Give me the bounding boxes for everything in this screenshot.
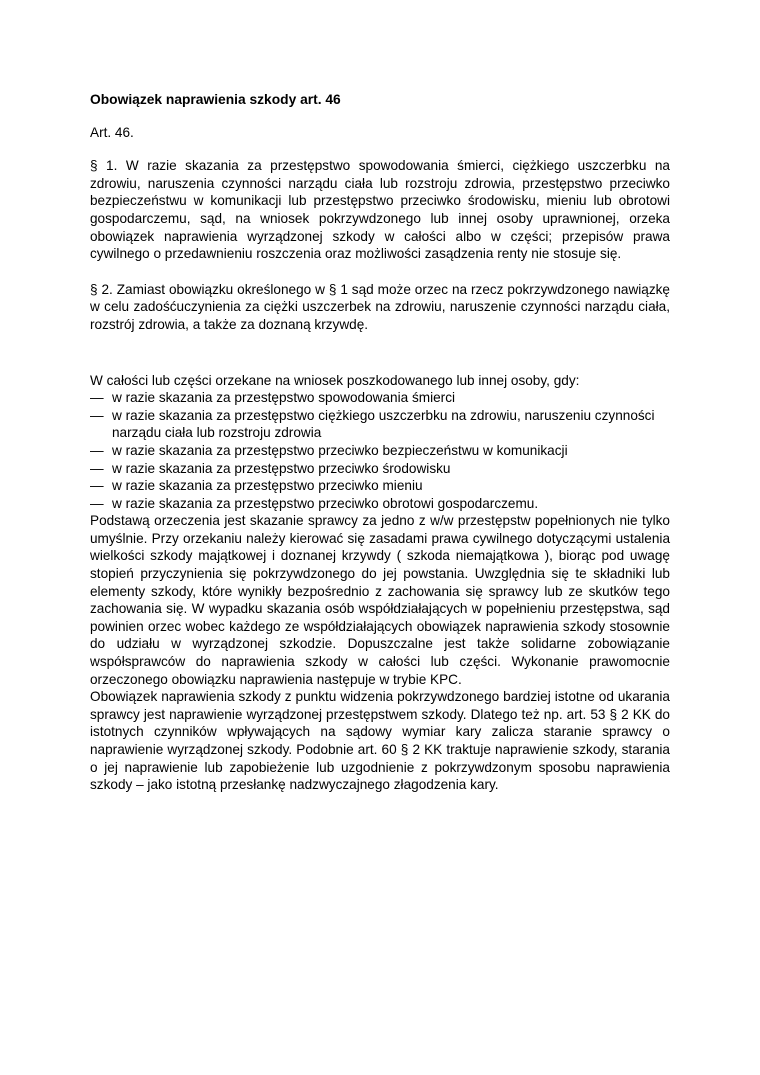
list-item <box>90 477 670 495</box>
list-item <box>90 460 670 478</box>
dash-marker: — <box>90 478 104 494</box>
body-paragraph-1: Podstawą orzeczenia jest skazanie sprawcy za jedno z w/w przestępstw popełnionych nie tylko umyślnie. Przy orzekaniu należy kierować się zasadami prawa cywilnego dotyczącymi ustalenia wielkości szkody majątkowej i doznanej krzywdy ( szkoda niemajątkowa ), biorąc pod uwagę stopień przyczynienia się pokrzywdzonego do jej powstania. Uwzględnia się te składniki lub elementy szkody, które wynikły bezpośrednio z zachowania się sprawcy lub ze skutków tego zachowania się. W wypadku skazania osób współdziałających w popełnieniu przestępstwa, sąd powinien orzec wobec każdego ze współdziałających obowiązek naprawienia szkody stosownie do udziału w wyrządzonej szkodzie. Dopuszczalne jest także solidarne zobowiązanie współsprawców do naprawienia szkody w całości lub części. Wykonanie prawomocnie orzeczonego obowiązku naprawienia następuje w trybie KPC. <box>90 513 670 687</box>
paragraph-2: § 2. Zamiast obowiązku określonego w § 1 sąd może orzec na rzecz pokrzywdzonego nawiązkę w celu zadośćuczynienia za ciężki uszczerbek na zdrowiu, naruszenie czynności narządu ciała, rozstrój zdrowia, a także za doznaną krzywdę. <box>90 281 670 332</box>
list-item-text: w razie skazania za przestępstwo przeciwko bezpieczeństwu w komunikacji <box>112 442 568 458</box>
document-title: Obowiązek naprawienia szkody art. 46 <box>90 92 341 107</box>
dash-marker: — <box>90 407 104 423</box>
list-item-text: w razie skazania za przestępstwo przeciwko środowisku <box>112 460 451 476</box>
list-intro: W całości lub części orzekane na wniosek poszkodowanego lub innej osoby, gdy: <box>90 372 580 388</box>
spacer <box>90 334 670 372</box>
document-page <box>90 91 670 794</box>
dash-marker: — <box>90 390 104 406</box>
dash-marker: — <box>90 460 104 476</box>
list-item <box>90 495 670 513</box>
list-item <box>90 442 670 460</box>
dash-marker: — <box>90 495 104 511</box>
paragraph-1: § 1. W razie skazania za przestępstwo spowodowania śmierci, ciężkiego uszczerbku na zdrowiu, naruszenia czynności narządu ciała lub rozstroju zdrowia, przestępstwo przeciwko bezpieczeństwu w komunikacji lub przestępstwo przeciwko środowisku, mieniu lub obrotowi gospodarczemu, sąd, na wniosek pokrzywdzonego lub innej osoby uprawnionej, orzeka obowiązek naprawienia wyrządzonej szkody w całości albo w części; przepisów prawa cywilnego o przedawnieniu roszczenia oraz możliwości zasądzenia renty nie stosuje się. <box>90 158 670 262</box>
dash-marker: — <box>90 442 104 458</box>
list-item <box>90 407 670 442</box>
conditions-list <box>90 389 670 512</box>
list-item-text: w razie skazania za przestępstwo spowodowania śmierci <box>112 390 456 406</box>
list-item-text: w razie skazania za przestępstwo przeciwko mieniu <box>112 478 423 494</box>
list-item <box>90 389 670 407</box>
list-item-text: w razie skazania za przestępstwo przeciwko obrotowi gospodarczemu. <box>112 495 539 511</box>
body-paragraph-2: Obowiązek naprawienia szkody z punktu widzenia pokrzywdzonego bardziej istotne od ukarania sprawcy jest naprawienie wyrządzonej przestępstwem szkody. Dlatego też np. art. 53 § 2 KK do istotnych czynników wpływających na sądowy wymiar kary zalicza staranie sprawcy o naprawienie wyrządzonej szkody. Podobnie art. 60 § 2 KK traktuje naprawienie szkody, starania o jej naprawienie lub zapobieżenie lub uzgodnienie z pokrzywdzonym sposobu naprawienia szkody – jako istotną przesłankę nadzwyczajnego złagodzenia kary. <box>90 689 670 793</box>
list-item-text: w razie skazania za przestępstwo ciężkiego uszczerbku na zdrowiu, naruszeniu czynności narządu ciała lub rozstroju zdrowia <box>112 407 655 441</box>
article-heading: Art. 46. <box>90 124 134 140</box>
